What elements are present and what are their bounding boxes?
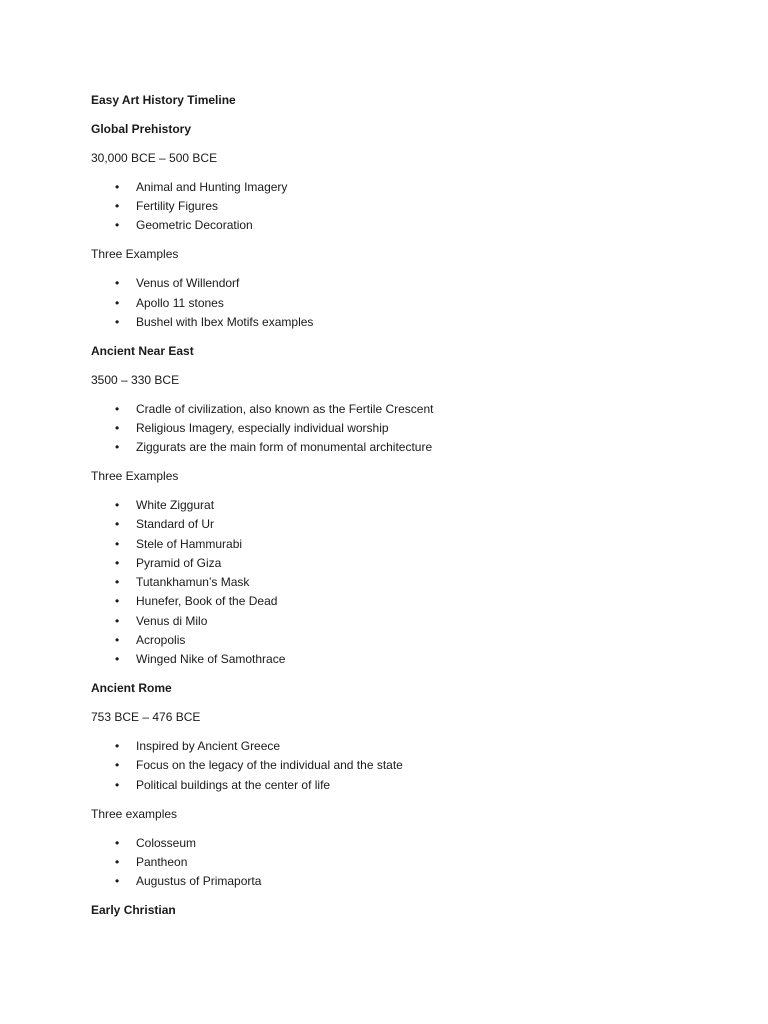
list-item [91, 178, 768, 197]
list-item [91, 554, 768, 573]
list-item [91, 274, 768, 293]
examples-label: Three examples [91, 806, 178, 821]
section-heading: Global Prehistory [91, 121, 192, 136]
list-item [91, 313, 768, 332]
section-heading: Ancient Near East [91, 343, 194, 358]
list-item-text: Tutankhamun’s Mask [136, 575, 250, 590]
list-item-text: Stele of Hammurabi [136, 536, 243, 551]
section-heading: Early Christian [91, 902, 176, 917]
bullet-icon: • [115, 314, 120, 329]
list-item-text: Cradle of civilization, also known as the Fertile Crescent [136, 401, 434, 416]
section-dates: 753 BCE – 476 BCE [91, 710, 201, 725]
bullet-icon: • [115, 613, 120, 628]
list-item-text: Ziggurats are the main form of monumental architecture [136, 440, 433, 455]
list-item-text: Augustus of Primaporta [136, 874, 262, 889]
bullet-icon: • [115, 652, 120, 667]
bullet-icon: • [115, 632, 120, 647]
list-item [91, 756, 768, 775]
list-item [91, 573, 768, 592]
list-item-text: Fertility Figures [136, 199, 219, 214]
bullet-icon: • [115, 758, 120, 773]
examples-label: Three Examples [91, 247, 179, 262]
bullet-icon: • [115, 498, 120, 513]
list-item-text: Geometric Decoration [136, 218, 253, 233]
list-item [91, 872, 768, 891]
list-item [91, 216, 768, 235]
bullet-icon: • [115, 276, 120, 291]
list-item-text: Bushel with Ibex Motifs examples [136, 314, 314, 329]
list-item [91, 535, 768, 554]
list-item-text: Venus di Milo [136, 613, 208, 628]
list-item-text: Pantheon [136, 854, 188, 869]
list-item [91, 400, 768, 419]
list-item [91, 419, 768, 438]
characteristics-list [91, 400, 768, 458]
examples-list [91, 496, 768, 669]
bullet-icon: • [115, 777, 120, 792]
bullet-icon: • [115, 594, 120, 609]
examples-list [91, 274, 768, 332]
list-item-text: Hunefer, Book of the Dead [136, 594, 278, 609]
list-item [91, 612, 768, 631]
list-item-text: Acropolis [136, 632, 186, 647]
bullet-icon: • [115, 199, 120, 214]
list-item [91, 776, 768, 795]
characteristics-list [91, 178, 768, 236]
list-item-text: Animal and Hunting Imagery [136, 179, 288, 194]
bullet-icon: • [115, 575, 120, 590]
bullet-icon: • [115, 874, 120, 889]
list-item [91, 650, 768, 669]
list-item [91, 853, 768, 872]
bullet-icon: • [115, 739, 120, 754]
list-item-text: Pyramid of Giza [136, 555, 222, 570]
list-item-text: Focus on the legacy of the individual and the state [136, 758, 403, 773]
list-item-text: Winged Nike of Samothrace [136, 652, 286, 667]
list-item-text: Standard of Ur [136, 517, 215, 532]
section-dates: 3500 – 330 BCE [91, 372, 180, 387]
list-item-text: Venus of Willendorf [136, 276, 240, 291]
list-item [91, 438, 768, 457]
bullet-icon: • [115, 536, 120, 551]
list-item [91, 515, 768, 534]
bullet-icon: • [115, 835, 120, 850]
list-item [91, 834, 768, 853]
bullet-icon: • [115, 295, 120, 310]
characteristics-list [91, 737, 768, 795]
bullet-icon: • [115, 218, 120, 233]
bullet-icon: • [115, 179, 120, 194]
section-dates: 30,000 BCE – 500 BCE [91, 150, 218, 165]
list-item [91, 592, 768, 611]
bullet-icon: • [115, 555, 120, 570]
document-title: Easy Art History Timeline [91, 93, 236, 107]
list-item-text: Colosseum [136, 835, 197, 850]
bullet-icon: • [115, 440, 120, 455]
list-item-text: Religious Imagery, especially individual worship [136, 421, 389, 436]
list-item [91, 737, 768, 756]
list-item-text: Apollo 11 stones [136, 295, 224, 310]
bullet-icon: • [115, 517, 120, 532]
list-item [91, 294, 768, 313]
list-item [91, 631, 768, 650]
section-heading: Ancient Rome [91, 681, 172, 696]
examples-list [91, 834, 768, 892]
bullet-icon: • [115, 401, 120, 416]
bullet-icon: • [115, 421, 120, 436]
list-item-text: Inspired by Ancient Greece [136, 739, 281, 754]
list-item [91, 197, 768, 216]
list-item [91, 496, 768, 515]
list-item-text: White Ziggurat [136, 498, 215, 513]
examples-label: Three Examples [91, 469, 179, 484]
list-item-text: Political buildings at the center of life [136, 777, 331, 792]
bullet-icon: • [115, 854, 120, 869]
